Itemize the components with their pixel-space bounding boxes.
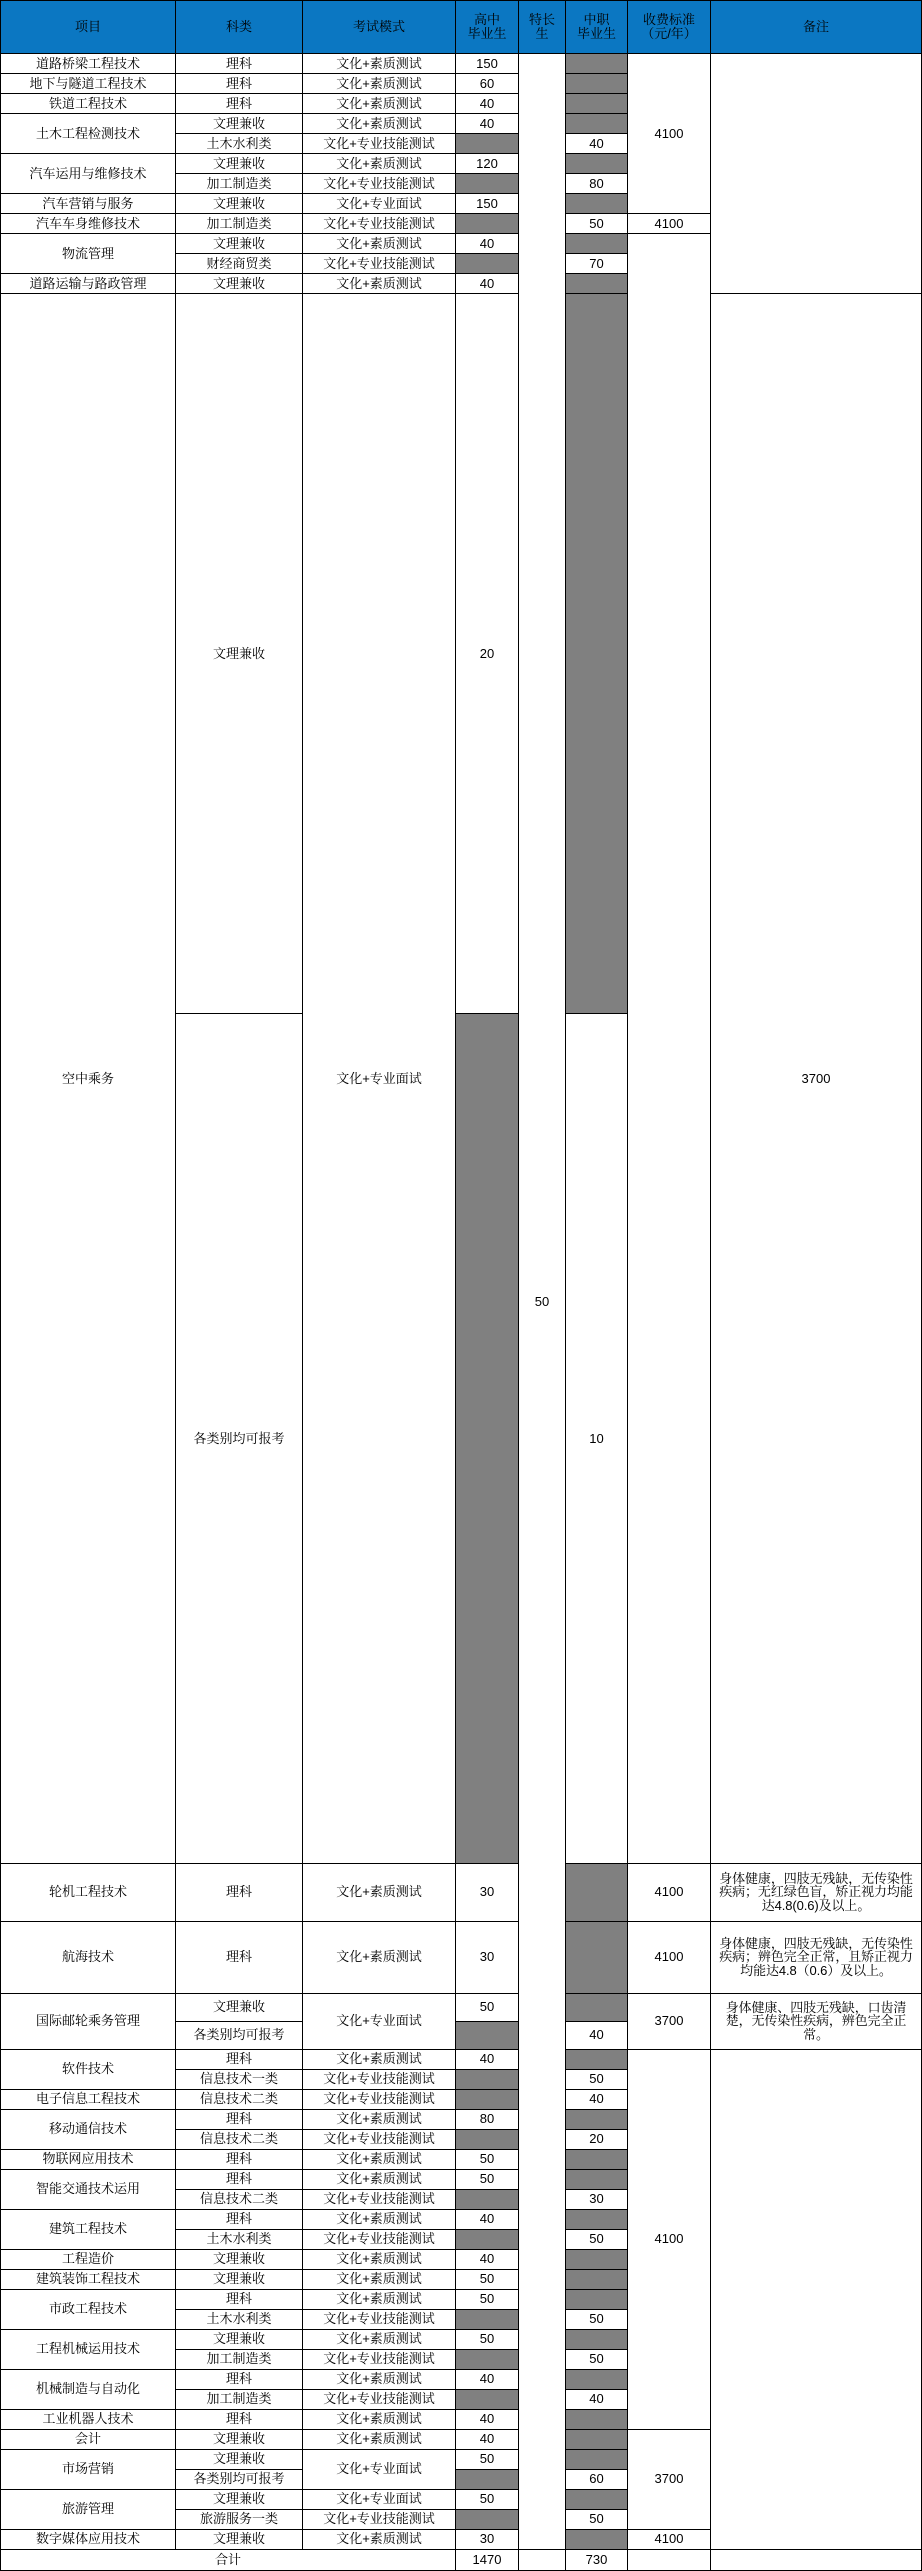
cell-fee: 3700 xyxy=(711,294,922,1864)
cell-exam-mode: 文化+素质测试 xyxy=(303,114,456,134)
cell-vs-grad-na xyxy=(566,94,628,114)
cell-category: 文理兼收 xyxy=(176,194,303,214)
total-label: 合计 xyxy=(1,2549,456,2570)
cell-category: 文理兼收 xyxy=(176,114,303,134)
cell-vs-grad-na xyxy=(566,294,628,1014)
cell-category: 理科 xyxy=(176,2409,303,2429)
cell-remark-empty xyxy=(711,54,922,294)
cell-category: 理科 xyxy=(176,2209,303,2229)
cell-hs-grad: 40 xyxy=(456,2249,519,2269)
cell-hs-grad-na xyxy=(456,2309,519,2329)
cell-exam-mode: 文化+专业技能测试 xyxy=(303,2229,456,2249)
cell-exam-mode: 文化+素质测试 xyxy=(303,2109,456,2129)
cell-project: 物流管理 xyxy=(1,234,176,274)
total-remark-empty xyxy=(711,2549,922,2570)
cell-category: 各类别均可报考 xyxy=(176,1013,303,1863)
cell-vs-grad: 10 xyxy=(566,1013,628,1863)
cell-exam-mode: 文化+素质测试 xyxy=(303,2269,456,2289)
cell-category: 旅游服务一类 xyxy=(176,2509,303,2529)
cell-fee: 4100 xyxy=(628,2529,711,2549)
cell-category: 文理兼收 xyxy=(176,2489,303,2509)
cell-vs-grad: 50 xyxy=(566,2509,628,2529)
cell-fee: 4100 xyxy=(628,214,711,234)
cell-vs-grad: 50 xyxy=(566,2069,628,2089)
cell-hs-grad: 80 xyxy=(456,2109,519,2129)
cell-vs-grad-na xyxy=(566,2529,628,2549)
cell-project: 国际邮轮乘务管理 xyxy=(1,1993,176,2049)
cell-category: 文理兼收 xyxy=(176,154,303,174)
cell-exam-mode: 文化+素质测试 xyxy=(303,2149,456,2169)
header-hs-grad: 高中 毕业生 xyxy=(456,1,519,54)
table-body xyxy=(1,54,922,2571)
cell-category: 理科 xyxy=(176,74,303,94)
cell-project: 汽车运用与维修技术 xyxy=(1,154,176,194)
cell-vs-grad-na xyxy=(566,74,628,94)
cell-fee: 4100 xyxy=(628,1863,711,1921)
cell-hs-grad: 40 xyxy=(456,114,519,134)
cell-remark: 身体健康，四肢无残缺，无传染性疾病；辨色完全正常，且矫正视力均能达4.8（0.6）及以上。 xyxy=(711,1921,922,1993)
cell-hs-grad-na xyxy=(456,2021,519,2049)
cell-exam-mode: 文化+专业技能测试 xyxy=(303,214,456,234)
cell-hs-grad: 30 xyxy=(456,1921,519,1993)
cell-category: 加工制造类 xyxy=(176,2389,303,2409)
cell-project: 轮机工程技术 xyxy=(1,1863,176,1921)
cell-exam-mode: 文化+素质测试 xyxy=(303,2529,456,2549)
cell-vs-grad-na xyxy=(566,2369,628,2389)
cell-exam-mode: 文化+专业技能测试 xyxy=(303,2309,456,2329)
cell-exam-mode: 文化+素质测试 xyxy=(303,74,456,94)
cell-category: 文理兼收 xyxy=(176,2269,303,2289)
cell-exam-mode: 文化+素质测试 xyxy=(303,154,456,174)
cell-category: 理科 xyxy=(176,2169,303,2189)
cell-hs-grad: 150 xyxy=(456,194,519,214)
cell-exam-mode: 文化+专业面试 xyxy=(303,1993,456,2049)
cell-hs-grad-na xyxy=(456,1013,519,1863)
cell-category: 加工制造类 xyxy=(176,214,303,234)
total-hs-grad: 1470 xyxy=(456,2549,519,2570)
cell-exam-mode: 文化+素质测试 xyxy=(303,2329,456,2349)
cell-category: 理科 xyxy=(176,2149,303,2169)
cell-hs-grad: 50 xyxy=(456,1993,519,2021)
cell-hs-grad-na xyxy=(456,2089,519,2109)
header-fee: 收费标准 （元/年） xyxy=(628,1,711,54)
cell-vs-grad-na xyxy=(566,154,628,174)
cell-vs-grad-na xyxy=(566,234,628,254)
cell-project: 移动通信技术 xyxy=(1,2109,176,2149)
cell-exam-mode: 文化+素质测试 xyxy=(303,1863,456,1921)
total-vs-grad: 730 xyxy=(566,2549,628,2570)
cell-project: 空中乘务 xyxy=(1,294,176,1864)
cell-hs-grad: 40 xyxy=(456,2369,519,2389)
cell-exam-mode: 文化+素质测试 xyxy=(303,274,456,294)
cell-exam-mode: 文化+素质测试 xyxy=(303,54,456,74)
cell-exam-mode: 文化+专业技能测试 xyxy=(303,2349,456,2369)
cell-exam-mode: 文化+专业技能测试 xyxy=(303,254,456,274)
header-project: 项目 xyxy=(1,1,176,54)
cell-project: 会计 xyxy=(1,2429,176,2449)
cell-vs-grad-na xyxy=(566,2269,628,2289)
cell-exam-mode: 文化+素质测试 xyxy=(303,2369,456,2389)
cell-vs-grad-na xyxy=(566,2449,628,2469)
cell-category: 理科 xyxy=(176,54,303,74)
cell-hs-grad: 50 xyxy=(456,2269,519,2289)
table-row xyxy=(1,294,922,1014)
cell-hs-grad-na xyxy=(456,2069,519,2089)
cell-hs-grad-na xyxy=(456,134,519,154)
cell-vs-grad-na xyxy=(566,194,628,214)
cell-project: 航海技术 xyxy=(1,1921,176,1993)
cell-hs-grad: 40 xyxy=(456,2049,519,2069)
cell-fee: 4100 xyxy=(628,1921,711,1993)
cell-project: 物联网应用技术 xyxy=(1,2149,176,2169)
cell-exam-mode: 文化+专业技能测试 xyxy=(303,2089,456,2109)
cell-category: 加工制造类 xyxy=(176,174,303,194)
cell-hs-grad-na xyxy=(456,2349,519,2369)
header-vs-grad: 中职 毕业生 xyxy=(566,1,628,54)
cell-project: 数字媒体应用技术 xyxy=(1,2529,176,2549)
cell-exam-mode: 文化+专业技能测试 xyxy=(303,2509,456,2529)
table-row xyxy=(1,2049,922,2069)
cell-category: 加工制造类 xyxy=(176,2349,303,2369)
cell-category: 理科 xyxy=(176,2109,303,2129)
cell-hs-grad: 60 xyxy=(456,74,519,94)
cell-hs-grad: 50 xyxy=(456,2169,519,2189)
header-remark: 备注 xyxy=(711,1,922,54)
cell-hs-grad: 40 xyxy=(456,2409,519,2429)
cell-vs-grad-na xyxy=(566,1921,628,1993)
cell-hs-grad-na xyxy=(456,2509,519,2529)
cell-category: 理科 xyxy=(176,2049,303,2069)
table-row xyxy=(1,1993,922,2021)
cell-category: 文理兼收 xyxy=(176,234,303,254)
cell-hs-grad: 40 xyxy=(456,2429,519,2449)
cell-vs-grad: 50 xyxy=(566,2349,628,2369)
cell-project: 建筑装饰工程技术 xyxy=(1,2269,176,2289)
cell-fee: 3700 xyxy=(628,1993,711,2049)
cell-hs-grad: 30 xyxy=(456,1863,519,1921)
cell-hs-grad: 50 xyxy=(456,2329,519,2349)
header-category: 科类 xyxy=(176,1,303,54)
cell-exam-mode: 文化+专业面试 xyxy=(303,294,456,1864)
cell-vs-grad-na xyxy=(566,2109,628,2129)
cell-category: 文理兼收 xyxy=(176,2429,303,2449)
cell-category: 财经商贸类 xyxy=(176,254,303,274)
cell-category: 信息技术一类 xyxy=(176,2069,303,2089)
cell-vs-grad: 80 xyxy=(566,174,628,194)
cell-exam-mode: 文化+专业面试 xyxy=(303,2449,456,2489)
cell-category: 理科 xyxy=(176,94,303,114)
cell-hs-grad: 30 xyxy=(456,2529,519,2549)
cell-exam-mode: 文化+素质测试 xyxy=(303,94,456,114)
cell-category: 土木水利类 xyxy=(176,2229,303,2249)
cell-vs-grad-na xyxy=(566,274,628,294)
cell-project: 铁道工程技术 xyxy=(1,94,176,114)
cell-project: 机械制造与自动化 xyxy=(1,2369,176,2409)
cell-hs-grad-na xyxy=(456,2469,519,2489)
cell-exam-mode: 文化+素质测试 xyxy=(303,234,456,254)
cell-category: 土木水利类 xyxy=(176,134,303,154)
cell-exam-mode: 文化+专业面试 xyxy=(303,194,456,214)
cell-vs-grad: 30 xyxy=(566,2189,628,2209)
cell-fee: 3700 xyxy=(628,2429,711,2529)
cell-exam-mode: 文化+专业技能测试 xyxy=(303,174,456,194)
cell-category: 文理兼收 xyxy=(176,274,303,294)
cell-hs-grad-na xyxy=(456,214,519,234)
cell-vs-grad-na xyxy=(566,2409,628,2429)
cell-category: 文理兼收 xyxy=(176,2329,303,2349)
total-fee-empty xyxy=(628,2549,711,2570)
cell-exam-mode: 文化+素质测试 xyxy=(303,2169,456,2189)
cell-fee-empty xyxy=(628,234,711,1864)
cell-hs-grad: 50 xyxy=(456,2449,519,2469)
cell-remark-empty xyxy=(711,2049,922,2549)
table-total-row xyxy=(1,2549,922,2570)
cell-hs-grad-na xyxy=(456,174,519,194)
cell-project: 市场营销 xyxy=(1,2449,176,2489)
cell-project: 软件技术 xyxy=(1,2049,176,2089)
cell-remark: 身体健康，四肢无残缺，无传染性疾病；无红绿色盲，矫正视力均能达4.8(0.6)及以上。 xyxy=(711,1863,922,1921)
cell-exam-mode: 文化+素质测试 xyxy=(303,2049,456,2069)
cell-category: 信息技术二类 xyxy=(176,2189,303,2209)
cell-vs-grad-na xyxy=(566,2169,628,2189)
cell-hs-grad: 40 xyxy=(456,94,519,114)
cell-vs-grad-na xyxy=(566,2049,628,2069)
table-row xyxy=(1,54,922,74)
table-row xyxy=(1,1921,922,1993)
cell-project: 旅游管理 xyxy=(1,2489,176,2529)
cell-project: 工程造价 xyxy=(1,2249,176,2269)
cell-vs-grad: 50 xyxy=(566,214,628,234)
cell-vs-grad: 20 xyxy=(566,2129,628,2149)
cell-vs-grad: 40 xyxy=(566,2021,628,2049)
cell-vs-grad: 40 xyxy=(566,2389,628,2409)
cell-category: 各类别均可报考 xyxy=(176,2469,303,2489)
cell-category: 文理兼收 xyxy=(176,2449,303,2469)
cell-vs-grad-na xyxy=(566,1863,628,1921)
cell-exam-mode: 文化+素质测试 xyxy=(303,1921,456,1993)
cell-hs-grad: 50 xyxy=(456,2149,519,2169)
cell-hs-grad-na xyxy=(456,2189,519,2209)
cell-category: 文理兼收 xyxy=(176,2249,303,2269)
cell-fee: 4100 xyxy=(628,54,711,214)
cell-project: 电子信息工程技术 xyxy=(1,2089,176,2109)
cell-vs-grad-na xyxy=(566,2429,628,2449)
cell-vs-grad: 60 xyxy=(566,2469,628,2489)
cell-exam-mode: 文化+专业技能测试 xyxy=(303,2069,456,2089)
header-exam-mode: 考试模式 xyxy=(303,1,456,54)
cell-hs-grad: 40 xyxy=(456,234,519,254)
cell-talent-total: 50 xyxy=(519,54,566,2550)
cell-exam-mode: 文化+专业技能测试 xyxy=(303,2129,456,2149)
cell-project: 市政工程技术 xyxy=(1,2289,176,2329)
cell-hs-grad: 50 xyxy=(456,2489,519,2509)
cell-category: 文理兼收 xyxy=(176,1993,303,2021)
cell-exam-mode: 文化+素质测试 xyxy=(303,2409,456,2429)
cell-hs-grad-na xyxy=(456,2229,519,2249)
table-header-row xyxy=(1,1,922,54)
cell-vs-grad: 40 xyxy=(566,2089,628,2109)
total-talent-empty xyxy=(519,2549,566,2570)
cell-category: 信息技术二类 xyxy=(176,2129,303,2149)
header-talent: 特长 生 xyxy=(519,1,566,54)
cell-vs-grad: 70 xyxy=(566,254,628,274)
cell-hs-grad-na xyxy=(456,2129,519,2149)
cell-project: 建筑工程技术 xyxy=(1,2209,176,2249)
cell-category: 理科 xyxy=(176,1921,303,1993)
cell-exam-mode: 文化+专业面试 xyxy=(303,2489,456,2509)
cell-category: 文理兼收 xyxy=(176,2529,303,2549)
cell-vs-grad-na xyxy=(566,2209,628,2229)
cell-project: 道路运输与路政管理 xyxy=(1,274,176,294)
cell-project: 土木工程检测技术 xyxy=(1,114,176,154)
cell-exam-mode: 文化+专业技能测试 xyxy=(303,2189,456,2209)
cell-vs-grad: 40 xyxy=(566,134,628,154)
cell-hs-grad: 120 xyxy=(456,154,519,174)
cell-vs-grad-na xyxy=(566,1993,628,2021)
cell-exam-mode: 文化+素质测试 xyxy=(303,2289,456,2309)
cell-hs-grad: 50 xyxy=(456,2289,519,2309)
cell-category: 理科 xyxy=(176,2369,303,2389)
cell-category: 理科 xyxy=(176,1863,303,1921)
cell-hs-grad-na xyxy=(456,254,519,274)
cell-category: 信息技术二类 xyxy=(176,2089,303,2109)
cell-project: 道路桥梁工程技术 xyxy=(1,54,176,74)
cell-exam-mode: 文化+专业技能测试 xyxy=(303,134,456,154)
cell-vs-grad-na xyxy=(566,2329,628,2349)
cell-hs-grad: 40 xyxy=(456,274,519,294)
cell-vs-grad-na xyxy=(566,54,628,74)
cell-project: 地下与隧道工程技术 xyxy=(1,74,176,94)
cell-vs-grad: 50 xyxy=(566,2229,628,2249)
cell-exam-mode: 文化+素质测试 xyxy=(303,2209,456,2229)
cell-hs-grad: 40 xyxy=(456,2209,519,2229)
cell-vs-grad-na xyxy=(566,114,628,134)
cell-vs-grad-na xyxy=(566,2249,628,2269)
cell-vs-grad-na xyxy=(566,2489,628,2509)
cell-category: 各类别均可报考 xyxy=(176,2021,303,2049)
cell-category: 文理兼收 xyxy=(176,294,303,1014)
cell-vs-grad: 50 xyxy=(566,2309,628,2329)
cell-exam-mode: 文化+素质测试 xyxy=(303,2249,456,2269)
cell-fee: 4100 xyxy=(628,2049,711,2429)
cell-project: 汽车营销与服务 xyxy=(1,194,176,214)
cell-project: 智能交通技术运用 xyxy=(1,2169,176,2209)
cell-exam-mode: 文化+素质测试 xyxy=(303,2429,456,2449)
cell-category: 土木水利类 xyxy=(176,2309,303,2329)
cell-project: 汽车车身维修技术 xyxy=(1,214,176,234)
cell-category: 理科 xyxy=(176,2289,303,2309)
cell-hs-grad: 20 xyxy=(456,294,519,1014)
cell-hs-grad: 150 xyxy=(456,54,519,74)
cell-project: 工业机器人技术 xyxy=(1,2409,176,2429)
cell-project: 工程机械运用技术 xyxy=(1,2329,176,2369)
cell-exam-mode: 文化+专业技能测试 xyxy=(303,2389,456,2409)
cell-vs-grad-na xyxy=(566,2289,628,2309)
cell-hs-grad-na xyxy=(456,2389,519,2409)
cell-vs-grad-na xyxy=(566,2149,628,2169)
table-row xyxy=(1,1863,922,1921)
cell-remark: 身体健康、四肢无残缺，口齿清楚，无传染性疾病，辨色完全正常。 xyxy=(711,1993,922,2049)
